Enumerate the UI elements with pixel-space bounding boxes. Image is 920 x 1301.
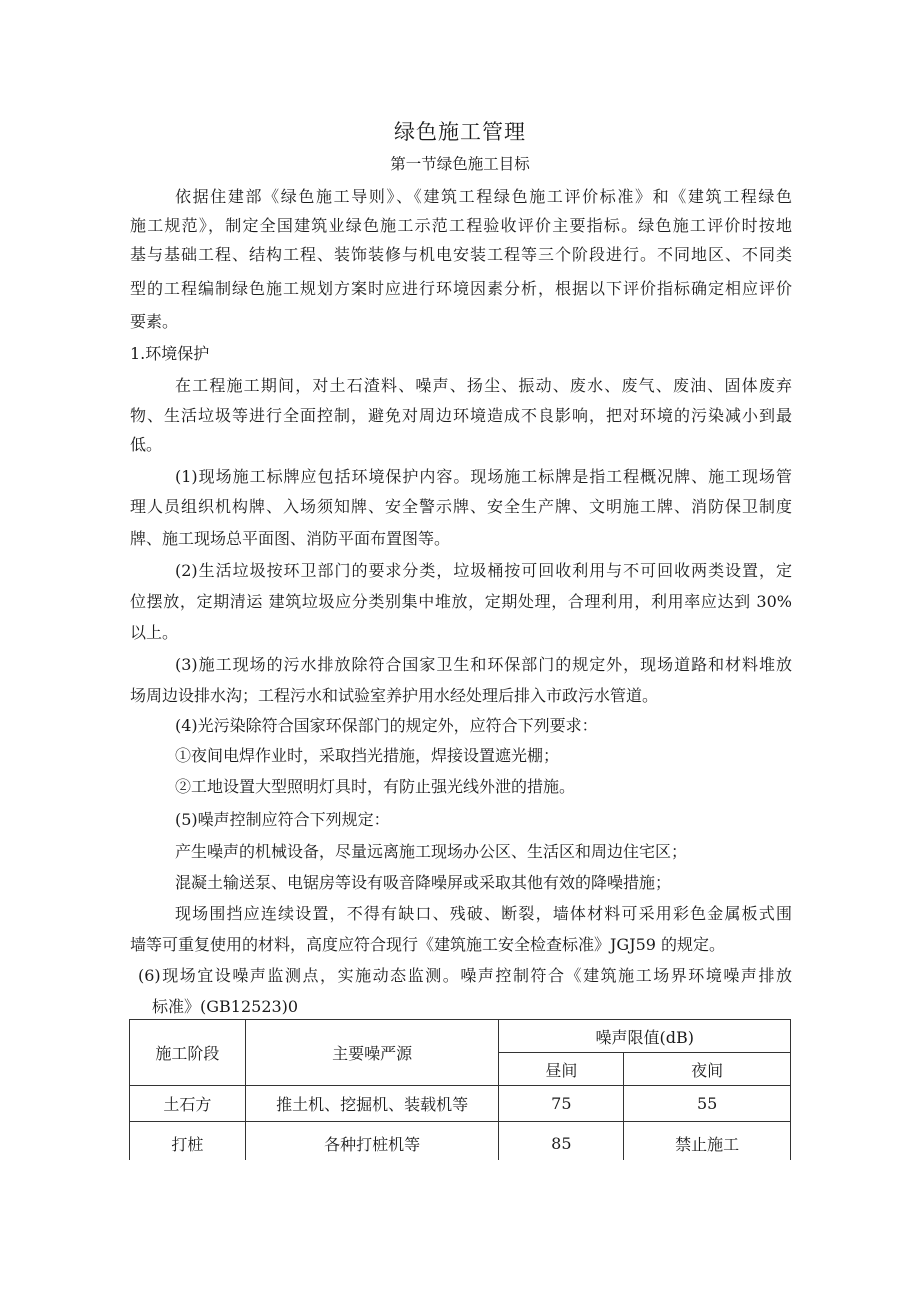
- header-stage: 施工阶段: [130, 1020, 246, 1086]
- item5a-line: 产生噪声的机械设备，尽量远离施工现场办公区、生活区和周边住宅区；: [175, 842, 688, 861]
- item6-line: (6)现场宜设噪声监测点，实施动态监测。噪声控制符合《建筑施工场界环境噪声排放: [138, 966, 792, 985]
- item4-line: (4)光污染除符合国家环保部门的规定外，应符合下列要求：: [175, 716, 598, 735]
- item5c-line: 墙等可重复使用的材料，高度应符合现行《建筑施工安全检查标准》JGJ59 的规定。: [130, 935, 726, 954]
- header-source: 主要噪严源: [245, 1020, 499, 1086]
- item5-line: (5)噪声控制应符合下列规定：: [175, 810, 390, 829]
- item4b-line: ②工地设置大型照明灯具时，有防止强光线外泄的措施。: [175, 777, 576, 796]
- cell-source: 推土机、挖掘机、装载机等: [245, 1086, 499, 1122]
- item5b-line: 混凝土输送泵、电锯房等设有吸音降噪屏或采取其他有效的降噪措施；: [175, 873, 672, 892]
- header-night: 夜间: [624, 1053, 791, 1086]
- item3-line: 场周边设排水沟；工程污水和试验室养护用水经处理后排入市政污水管道。: [130, 686, 659, 705]
- cell-night: 禁止施工: [624, 1122, 791, 1166]
- env-line: 物、生活垃圾等进行全面控制，避免对周边环境造成不良影响，把对环境的污染减小到最: [130, 406, 792, 425]
- cell-stage: 土石方: [130, 1086, 246, 1122]
- table-row: [130, 1086, 791, 1122]
- intro-line: 依据住建部《绿色施工导则》、《建筑工程绿色施工评价标准》和《建筑工程绿色: [175, 187, 792, 206]
- cell-source: 各种打桩机等: [245, 1122, 499, 1166]
- item2-line: 位摆放，定期清运 建筑垃圾应分类别集中堆放，定期处理，合理利用，利用率应达到 30%: [130, 592, 792, 611]
- intro-line: 基与基础工程、结构工程、装饰装修与机电安装工程等三个阶段进行。不同地区、不同类: [130, 245, 792, 264]
- intro-line: 要素。: [130, 312, 179, 331]
- cell-day: 75: [499, 1086, 624, 1122]
- item1-line: (1)现场施工标牌应包括环境保护内容。现场施工标牌是指工程概况牌、施工现场管: [175, 467, 792, 486]
- section-title: 第一节绿色施工目标: [390, 155, 530, 173]
- cell-night: 55: [624, 1086, 791, 1122]
- intro-line: 型的工程编制绿色施工规划方案时应进行环境因素分析，根据以下评价指标确定相应评价: [130, 279, 792, 298]
- cell-stage: 打桩: [130, 1122, 246, 1166]
- heading-env: 1.环境保护: [130, 344, 210, 363]
- item6-line: 标准》(GB12523)0: [152, 997, 299, 1016]
- item5c-line: 现场围挡应连续设置，不得有缺口、残破、断裂，墙体材料可采用彩色金属板式围: [175, 904, 792, 923]
- item3-line: (3)施工现场的污水排放除符合国家卫生和环保部门的规定外，现场道路和材料堆放: [175, 655, 792, 674]
- item4a-line: ①夜间电焊作业时，采取挡光措施，焊接设置遮光棚；: [175, 746, 560, 765]
- document-title: 绿色施工管理: [394, 120, 526, 144]
- item1-line: 牌、施工现场总平面图、消防平面布置图等。: [130, 529, 451, 548]
- item1-line: 理人员组织机构牌、入场须知牌、安全警示牌、安全生产牌、文明施工牌、消防保卫制度: [130, 497, 792, 516]
- header-day: 昼间: [499, 1053, 624, 1086]
- page-cut-mask: [129, 1160, 792, 1180]
- noise-limit-table: [129, 1019, 791, 1166]
- table-row: [130, 1122, 791, 1166]
- item2-line: (2)生活垃圾按环卫部门的要求分类，垃圾桶按可回收利用与不可回收两类设置，定: [175, 561, 792, 580]
- header-limit: 噪声限值(dB): [499, 1020, 791, 1053]
- item2-line: 以上。: [130, 623, 179, 642]
- env-line: 在工程施工期间，对土石渣料、噪声、扬尘、振动、废水、废气、废油、固体废弃: [175, 376, 792, 395]
- intro-line: 施工规范》，制定全国建筑业绿色施工示范工程验收评价主要指标。绿色施工评价时按地: [130, 216, 792, 235]
- env-line: 低。: [130, 435, 163, 454]
- cell-day: 85: [499, 1122, 624, 1166]
